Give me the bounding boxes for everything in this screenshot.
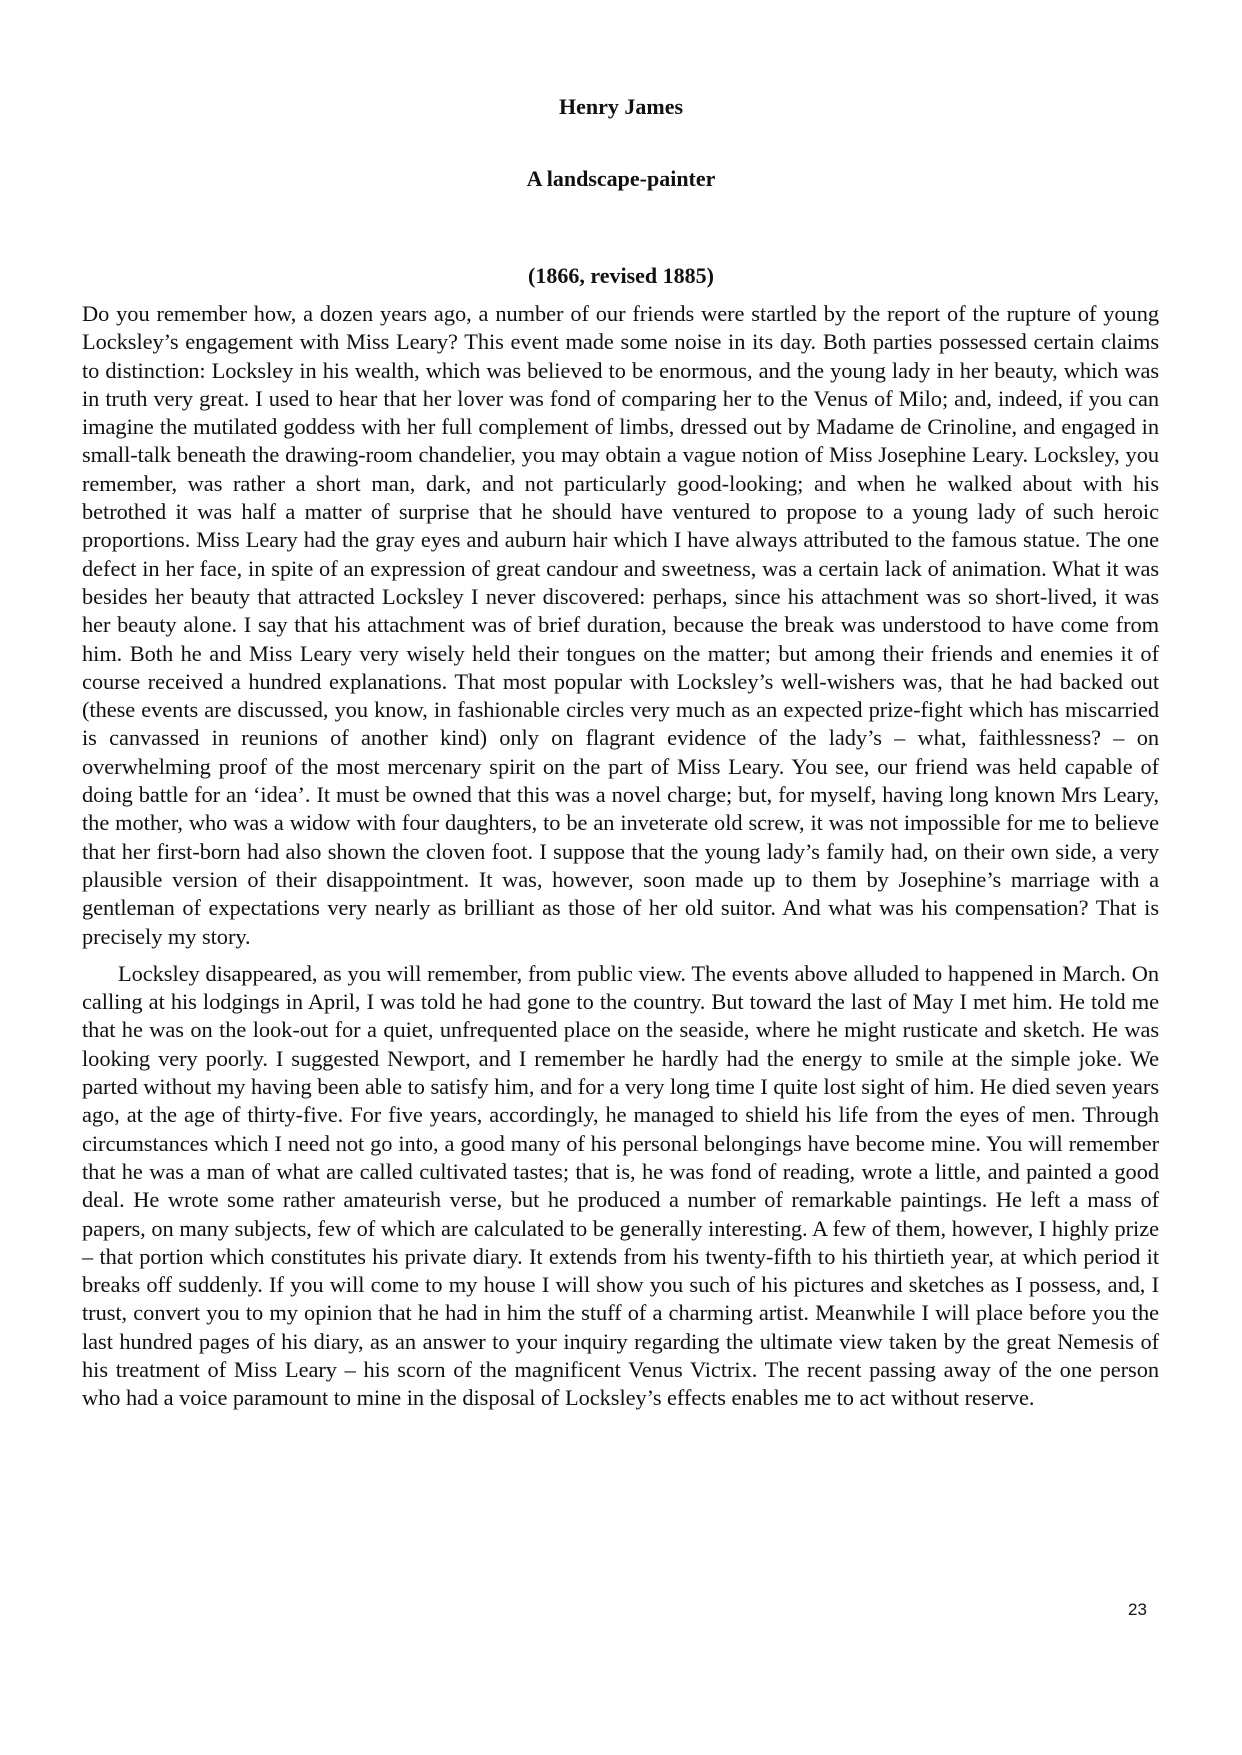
- body-text: [82, 300, 1159, 1413]
- story-title: A landscape-painter: [526, 166, 716, 191]
- page-number: 23: [1128, 1600, 1147, 1619]
- paragraph-1: Do you remember how, a dozen years ago, a number of our friends were startled by the report of the rupture of young Locksley’s engagement with Miss Leary? This event made some noise in its day. Both parties possessed certain claims to distinction: Locksley in his wealth, which was believed to be enormous, and the young lady in her beauty, which was in truth very great. I used to hear that her lover was fond of comparing her to the Venus of Milo; and, indeed, if you can imagine the mutilated goddess with her full complement of limbs, dressed out by Madame de Crinoline, and engaged in small-talk beneath the drawing-room chandelier, you may obtain a vague notion of Miss Josephine Leary. Locksley, you remember, was rather a short man, dark, and not particularly good-looking; and when he walked about with his betrothed it was half a matter of surprise that he should have ventured to propose to a young lady of such heroic proportions. Miss Leary had the gray eyes and auburn hair which I have always attributed to the famous statue. The one defect in her face, in spite of an expression of great candour and sweetness, was a certain lack of animation. What it was besides her beauty that attracted Locksley I never discovered: perhaps, since his attachment was so short-lived, it was her beauty alone. I say that his attachment was of brief duration, because the break was understood to have come from him. Both he and Miss Leary very wisely held their tongues on the matter; but among their friends and enemies it of course received a hundred explanations. That most popular with Locksley’s well-wishers was, that he had backed out (these events are discussed, you know, in fashionable circles very much as an expected prize-fight which has miscarried is canvassed in reunions of another kind) only on flagrant evidence of the lady’s – what, faithlessness? – on overwhelming proof of the most mercenary spirit on the part of Miss Leary. You see, our friend was held capable of doing battle for an ‘idea’. It must be owned that this was a novel charge; but, for myself, having long known Mrs Leary, the mother, who was a widow with four daughters, to be an inveterate old screw, it was not impossible for me to believe that her first-born had also shown the cloven foot. I suppose that the young lady’s family had, on their own side, a very plausible version of their disappointment. It was, however, soon made up to them by Josephine’s marriage with a gentleman of expectations very nearly as brilliant as those of her old suitor. And what was his compensation? That is precisely my story.: [82, 301, 1159, 949]
- paragraph-2: Locksley disappeared, as you will remember, from public view. The events above alluded to happened in March. On calling at his lodgings in April, I was told he had gone to the country. But toward the last of May I met him. He told me that he was on the look-out for a quiet, unfrequented place on the seaside, where he might rusticate and sketch. He was looking very poorly. I suggested Newport, and I remember he hardly had the energy to smile at the simple joke. We parted without my having been able to satisfy him, and for a very long time I quite lost sight of him. He died seven years ago, at the age of thirty-five. For five years, accordingly, he managed to shield his life from the eyes of men. Through circumstances which I need not go into, a good many of his personal belongings have become mine. You will remember that he was a man of what are called cultivated tastes; that is, he was fond of reading, wrote a little, and painted a good deal. He wrote some rather amateurish verse, but he produced a number of remarkable paintings. He left a mass of papers, on many subjects, few of which are calculated to be generally interesting. A few of them, however, I highly prize – that portion which constitutes his private diary. It extends from his twenty-fifth to his thirtieth year, at which period it breaks off suddenly. If you will come to my house I will show you such of his pictures and sketches as I possess, and, I trust, convert you to my opinion that he had in him the stuff of a charming artist. Meanwhile I will place before you the last hundred pages of his diary, as an answer to your inquiry regarding the ultimate view taken by the great Nemesis of his treatment of Miss Leary – his scorn of the magnificent Venus Victrix. The recent passing away of the one person who had a voice paramount to mine in the disposal of Locksley’s effects enables me to act without reserve.: [82, 960, 1159, 1411]
- author-heading: Henry James: [558, 94, 684, 119]
- publication-dates: (1866, revised 1885): [528, 263, 714, 288]
